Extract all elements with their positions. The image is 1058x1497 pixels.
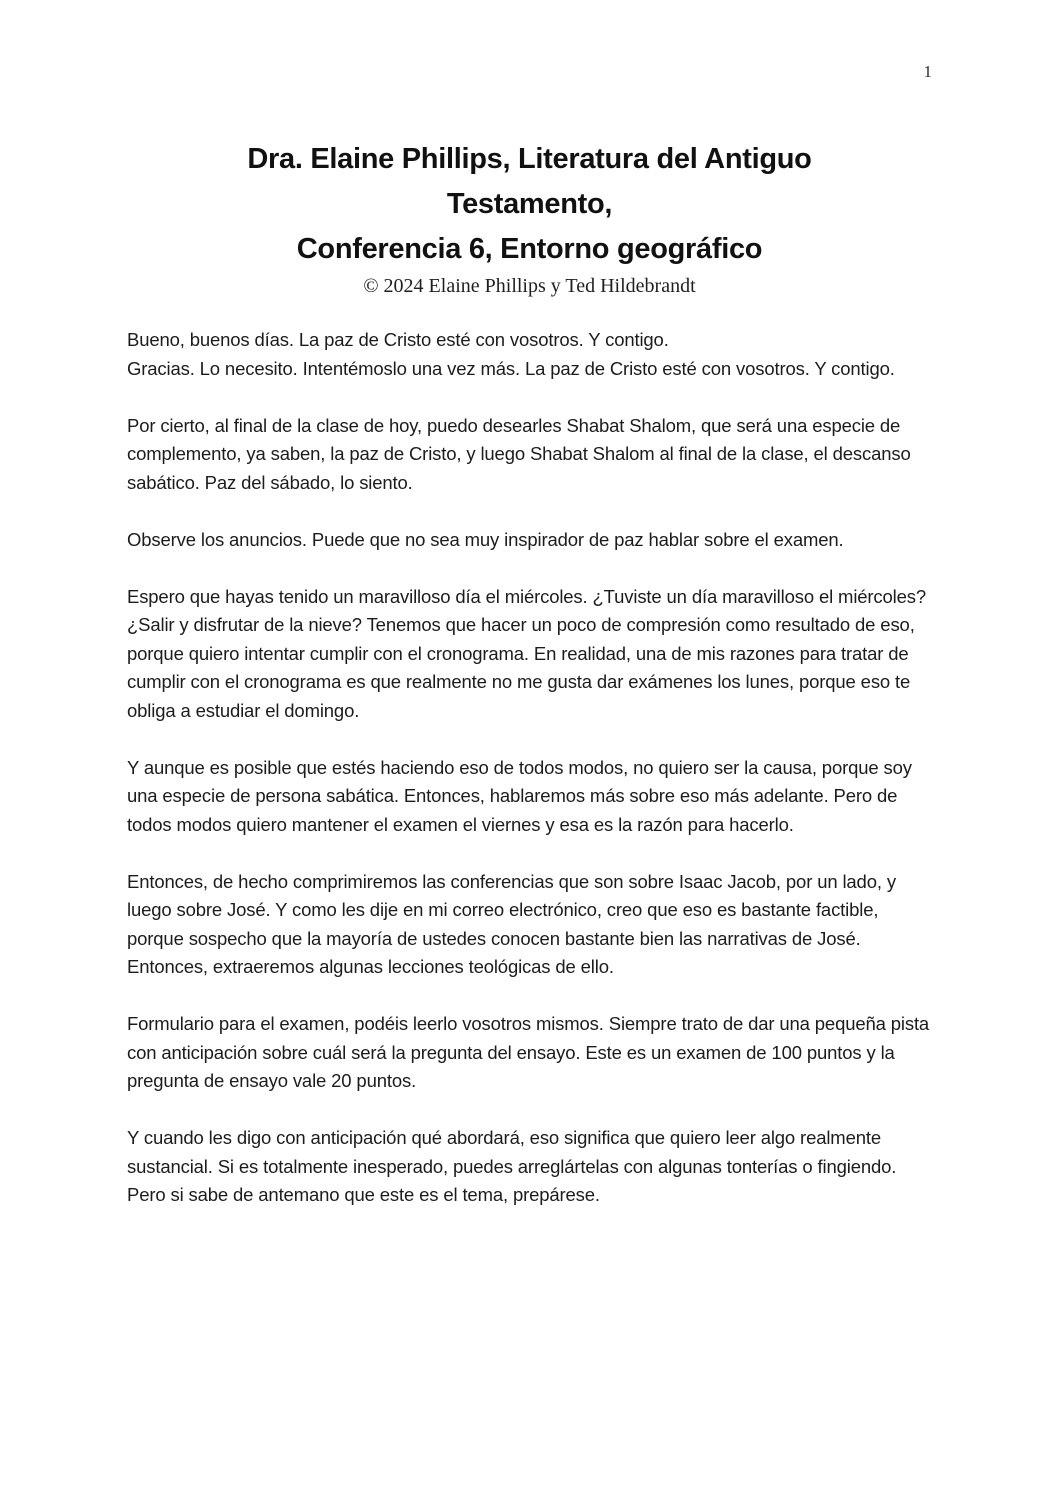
document-title xyxy=(127,137,932,272)
page-number: 1 xyxy=(923,62,932,81)
paragraph-anuncios: Observe los anuncios. Puede que no sea muy inspirador de paz hablar sobre el examen. xyxy=(127,528,844,550)
paragraph-greeting-1: Bueno, buenos días. La paz de Cristo esté con vosotros. Y contigo. xyxy=(127,329,669,350)
title-line-3: Conferencia 6, Entorno geográfico xyxy=(296,233,763,265)
title-line-2: Testamento, xyxy=(446,188,613,220)
paragraph-formulario-examen: Formulario para el examen, podéis leerlo vosotros mismos. Siempre trato de dar una pequeña pista con anticipación sobre cuál será la pregunta del ensayo. Este es un examen de 100 puntos y la pregunta de ensayo vale 20 puntos. xyxy=(127,1013,930,1091)
title-line-1: Dra. Elaine Phillips, Literatura del Antiguo xyxy=(247,143,812,175)
paragraph-conferencias-jose: Entonces, de hecho comprimiremos las conferencias que son sobre Isaac Jacob, por un lado, y luego sobre José. Y como les dije en mi correo electrónico, creo que eso es bastante factible, porque sospecho que la mayoría de ustedes conocen bastante bien las narrativas de José. Entonces, extraeremos algunas lecciones teológicas de ello. xyxy=(127,870,896,977)
document-body xyxy=(127,326,932,1210)
copyright-line: © 2024 Elaine Phillips y Ted Hildebrandt xyxy=(363,275,696,297)
paragraph-persona-sabatica: Y aunque es posible que estés haciendo eso de todos modos, no quiero ser la causa, porque soy una especie de persona sabática. Entonces, hablaremos más sobre eso más adelante. Pero de todos modos quiero mantener el examen el viernes y esa es la razón para hacerlo. xyxy=(127,756,912,835)
paragraph-shabat-shalom: Por cierto, al final de la clase de hoy, puedo desearles Shabat Shalom, que será una especie de complemento, ya saben, la paz de Cristo, y luego Shabat Shalom al final de la clase, el descanso sabático. Paz del sábado, lo siento. xyxy=(127,414,911,493)
document-header xyxy=(127,137,932,298)
paragraph-miercoles-cronograma: Espero que hayas tenido un maravilloso día el miércoles. ¿Tuviste un día maravilloso el miércoles? ¿Salir y disfrutar de la nieve? Tenemos que hacer un poco de compresión como resultado de eso, porque quiero intentar cumplir con el cronograma. En realidad, una de mis razones para tratar de cumplir con el cronograma es que realmente no me gusta dar exámenes los lunes, porque eso te obliga a estudiar el domingo. xyxy=(127,585,927,721)
paragraph-anticipacion-ensayo: Y cuando les digo con anticipación qué abordará, eso significa que quiero leer algo realmente sustancial. Si es totalmente inesperado, puedes arreglártelas con algunas tonterías o fingiendo. Pero si sabe de antemano que este es el tema, prepárese. xyxy=(127,1127,897,1205)
paragraph-greeting-2: Gracias. Lo necesito. Intentémoslo una vez más. La paz de Cristo esté con vosotros. Y contigo. xyxy=(127,357,895,379)
